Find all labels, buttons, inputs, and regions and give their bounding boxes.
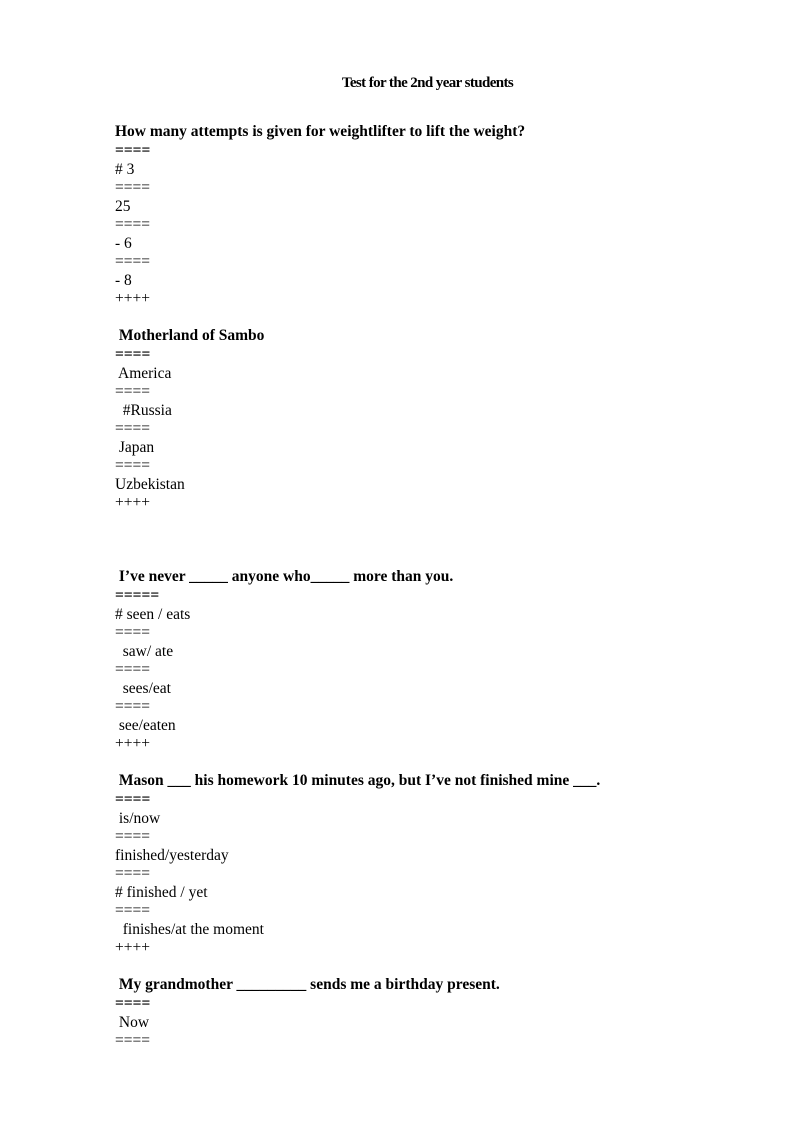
question-2-separator: ==== <box>115 383 150 400</box>
question-4-separator: ==== <box>115 902 150 919</box>
question-3-option: saw/ ate <box>115 643 174 660</box>
question-5-separator: ==== <box>115 995 151 1012</box>
question-1-option: - 8 <box>115 272 132 289</box>
question-3-option: sees/eat <box>115 680 171 697</box>
question-2-separator: ==== <box>115 457 150 474</box>
question-5-option: Now <box>115 1014 150 1031</box>
question-5-text: My grandmother _________ sends me a birthday present. <box>115 976 500 993</box>
question-2-text: Motherland of Sambo <box>115 327 265 344</box>
question-2-option: Japan <box>115 439 155 456</box>
question-4-text: Mason ___ his homework 10 minutes ago, but I’ve not finished mine ___. <box>115 772 601 789</box>
question-1-separator: ==== <box>115 253 150 270</box>
question-1-end-marker: ++++ <box>115 290 150 307</box>
question-3-separator: ==== <box>115 624 150 641</box>
question-1-separator: ==== <box>115 216 150 233</box>
question-1-text: How many attempts is given for weightlifter to lift the weight? <box>115 123 526 140</box>
question-4-separator: ==== <box>115 865 150 882</box>
question-2-separator: ==== <box>115 420 150 437</box>
question-3-option: # seen / eats <box>115 606 191 623</box>
question-2-option: #Russia <box>115 402 172 419</box>
question-1-option: - 6 <box>115 235 132 252</box>
question-1-separator: ==== <box>115 179 150 196</box>
question-3-end-marker: ++++ <box>115 735 150 752</box>
question-2-option: Uzbekistan <box>115 476 185 493</box>
question-4-option: is/now <box>115 810 161 827</box>
question-5-separator: ==== <box>115 1032 150 1049</box>
question-4-option: # finished / yet <box>115 884 208 901</box>
question-4-separator: ==== <box>115 828 150 845</box>
question-3-separator: ==== <box>115 661 150 678</box>
question-3-separator: ==== <box>115 698 150 715</box>
question-2-option: America <box>115 365 172 382</box>
question-2-end-marker: ++++ <box>115 494 150 511</box>
question-1-option: # 3 <box>115 161 135 178</box>
question-3-option: see/eaten <box>115 717 176 734</box>
question-4-end-marker: ++++ <box>115 939 150 956</box>
question-1-separator: ==== <box>115 142 151 159</box>
question-3-separator: ===== <box>115 587 160 604</box>
question-4-option: finishes/at the moment <box>115 921 264 938</box>
question-4-option: finished/yesterday <box>115 847 229 864</box>
question-1-option: 25 <box>115 198 131 215</box>
document-title: Test for the 2nd year students <box>341 75 514 91</box>
question-3-text: I’ve never _____ anyone who_____ more than you. <box>115 568 454 585</box>
question-4-separator: ==== <box>115 791 151 808</box>
question-2-separator: ==== <box>115 346 151 363</box>
